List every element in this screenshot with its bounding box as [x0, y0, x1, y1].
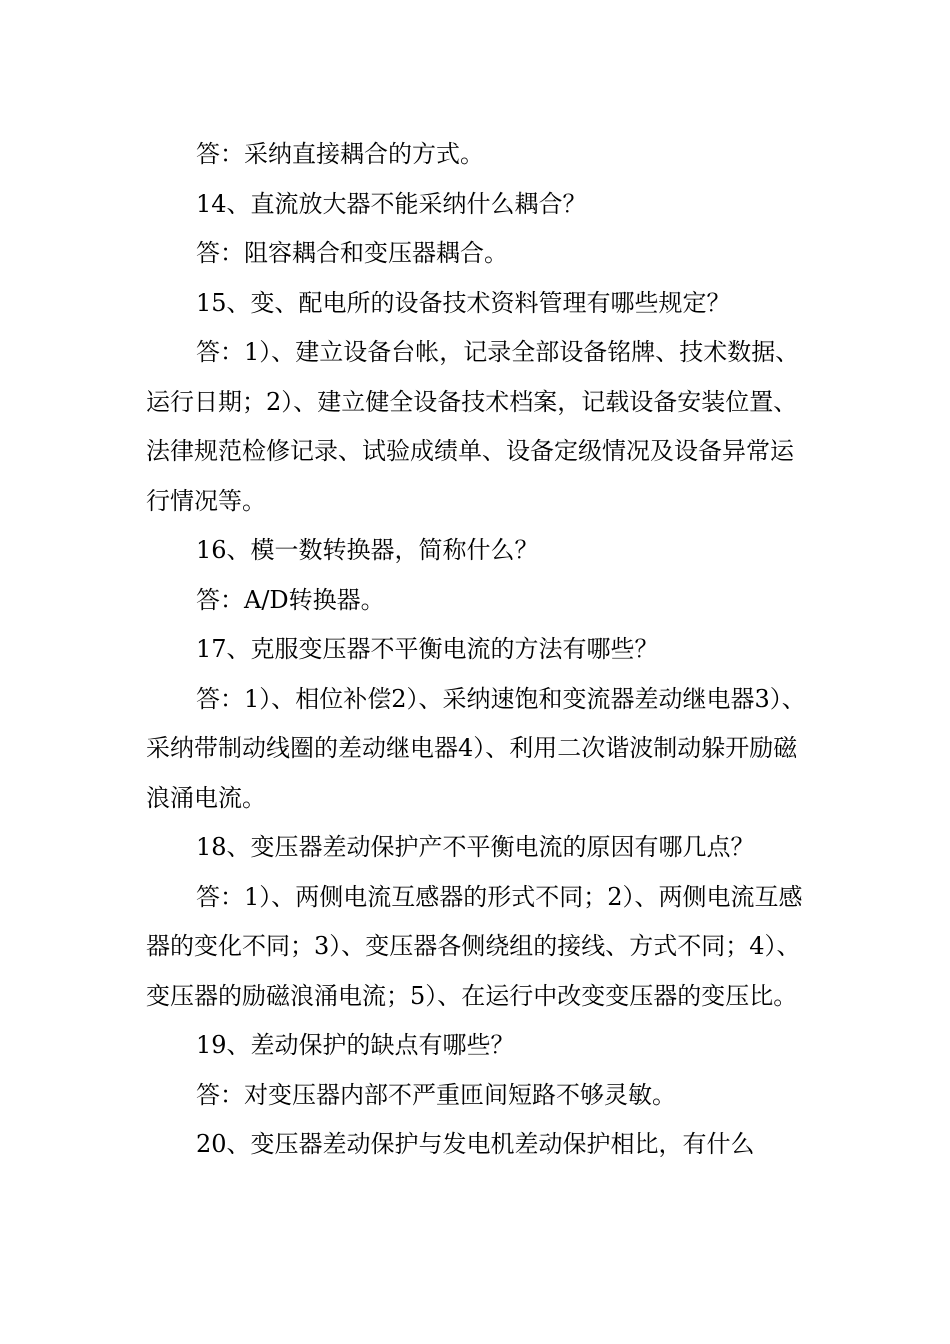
answer-13: 答：采纳直接耦合的方式。 — [196, 140, 484, 168]
answer-15: 答：1）、建立设备台帐，记录全部设备铭牌、技术数据、运行日期；2）、建立健全设备技术档案，记载设备安装位置、法律规范检修记录、试验成绩单、设备定级情况及设备异常运行情况等。 — [146, 338, 800, 515]
answer-18: 答：1）、两侧电流互感器的形式不同；2）、两侧电流互感器的变化不同；3）、变压器各侧绕组的接线、方式不同；4）、变压器的励磁浪涌电流；5）、在运行中改变变压器的变压比。 — [146, 882, 803, 1010]
question-16: 16、模一数转换器，简称什么？ — [196, 536, 539, 564]
question-18: 18、变压器差动保护产不平衡电流的原因有哪几点？ — [196, 833, 755, 861]
answer-19: 答：对变压器内部不严重匝间短路不够灵敏。 — [196, 1080, 676, 1109]
answer-17: 答：1）、相位补偿2）、采纳速饱和变流器差动继电器3）、采纳带制动线圈的差动继电器4）、利用二次谐波制动躲开励磁浪涌电流。 — [146, 684, 806, 812]
document-body — [146, 130, 808, 1170]
answer-16: 答：A/D转换器。 — [196, 585, 385, 614]
question-14: 14、直流放大器不能采纳什么耦合？ — [196, 189, 587, 218]
question-17: 17、克服变压器不平衡电流的方法有哪些？ — [196, 635, 659, 663]
answer-14: 答：阻容耦合和变压器耦合。 — [196, 239, 508, 267]
question-15: 15、变、配电所的设备技术资料管理有哪些规定？ — [196, 288, 731, 317]
question-19: 19、差动保护的缺点有哪些？ — [196, 1031, 515, 1059]
question-20: 20、变压器差动保护与发电机差动保护相比，有什么 — [196, 1130, 755, 1158]
